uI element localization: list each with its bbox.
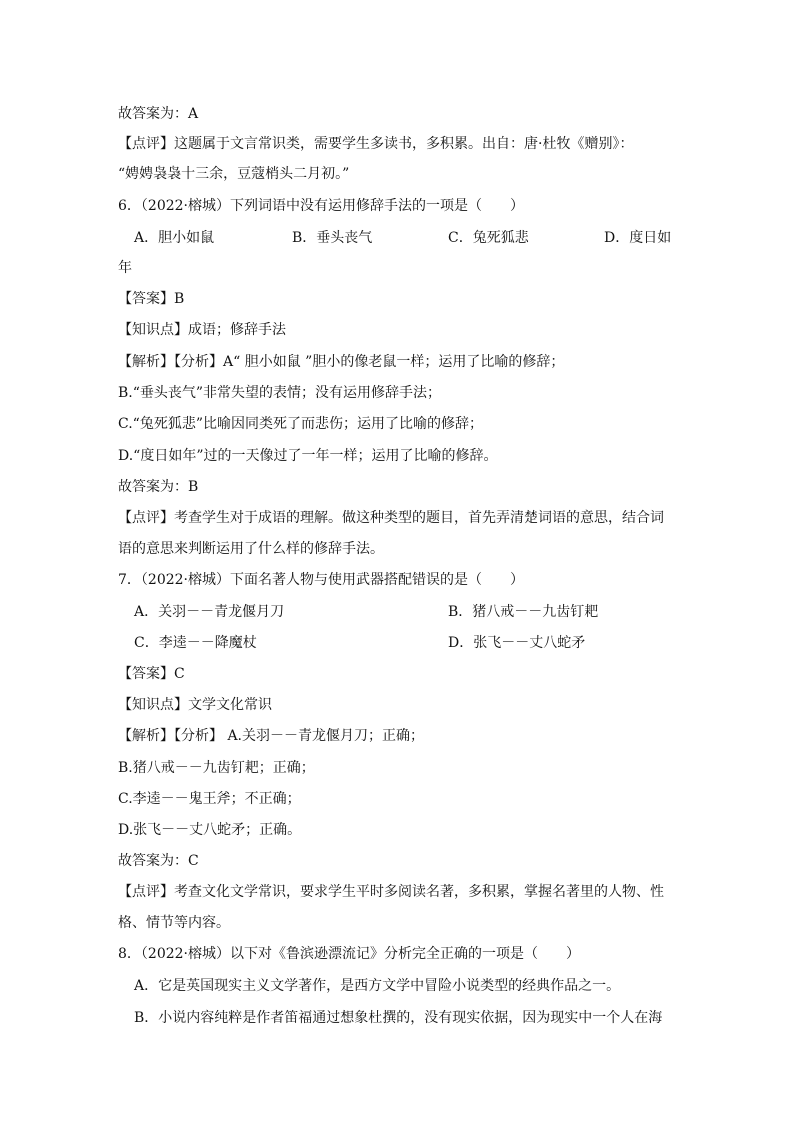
q6-analysis-line-2: B.“垂头丧气”非常失望的表情；没有运用修辞手法；	[118, 385, 442, 401]
q6-final-answer: 故答案为：B	[118, 479, 199, 495]
q7-option-a: A．关羽－－青龙偃月刀	[134, 604, 285, 620]
q6-answer: 【答案】B	[118, 291, 185, 307]
q6-option-d-wrap: 年	[118, 260, 132, 276]
q6-comment-line-2: 语的意思来判断运用了什么样的修辞手法。	[118, 541, 384, 557]
q6-analysis-line-1: 【解析】【分析】A“ 胆小如鼠 ”胆小的像老鼠一样；运用了比喻的修辞；	[118, 354, 565, 370]
q6-option-c: C．兔死狐悲	[448, 230, 529, 246]
q6-analysis-line-3: C.“兔死狐悲”比喻因同类死了而悲伤；运用了比喻的修辞；	[118, 416, 483, 432]
q6-option-a: A．胆小如鼠	[134, 230, 215, 246]
q7-stem: 7．（2022·榕城）下面名著人物与使用武器搭配错误的是（ ）	[118, 572, 524, 588]
q6-analysis-line-4: D.“度日如年”过的一天像过了一年一样；运用了比喻的修辞。	[118, 448, 498, 464]
q6-comment-line-1: 【点评】考查学生对于成语的理解。做这种类型的题目，首先弄清楚词语的意思，结合词	[118, 510, 664, 526]
q7-option-b: B．猪八戒－－九齿钉耙	[448, 604, 599, 620]
q7-option-d: D．张飞－－丈八蛇矛	[448, 635, 586, 651]
q7-analysis-line-3: C.李逵－－鬼王斧；不正确；	[118, 791, 301, 807]
q7-analysis-line-2: B.猪八戒－－九齿钉耙；正确；	[118, 760, 315, 776]
q7-comment-line-2: 格、情节等内容。	[118, 915, 230, 931]
q6-option-d: D．度日如	[604, 230, 672, 246]
q7-answer: 【答案】C	[118, 666, 185, 682]
q7-comment-line-1: 【点评】考查文化文学常识，要求学生平时多阅读名著，多积累，掌握名著里的人物、性	[118, 884, 664, 900]
q5-answer-line: 故答案为：A	[118, 106, 199, 122]
q7-analysis-line-4: D.张飞－－丈八蛇矛；正确。	[118, 822, 302, 838]
q5-comment-line-2: “娉娉袅袅十三余，豆蔻梢头二月初。”	[118, 166, 350, 182]
q6-option-b: B．垂头丧气	[292, 230, 373, 246]
q8-option-b: B．小说内容纯粹是作者笛福通过想象杜撰的，没有现实依据，因为现实中一个人在海	[134, 1010, 663, 1026]
q5-comment-line-1: 【点评】这题属于文言常识类，需要学生多读书，多积累。出自：唐·杜牧《赠别》：	[118, 136, 634, 152]
q7-knowledge: 【知识点】文学文化常识	[118, 697, 272, 713]
q6-knowledge: 【知识点】成语；修辞手法	[118, 322, 286, 338]
q7-final-answer: 故答案为：C	[118, 853, 199, 869]
q8-option-a: A．它是英国现实主义文学著作，是西方文学中冒险小说类型的经典作品之一。	[134, 978, 621, 994]
q6-stem: 6．（2022·榕城）下列词语中没有运用修辞手法的一项是（ ）	[118, 198, 524, 214]
q7-option-c: C．李逵－－降魔杖	[134, 635, 257, 651]
q8-stem: 8．（2022·榕城）以下对《鲁滨逊漂流记》分析完全正确的一项是（ ）	[118, 946, 580, 962]
q7-analysis-line-1: 【解析】【分析】 A.关羽－－青龙偃月刀；正确；	[118, 728, 425, 744]
